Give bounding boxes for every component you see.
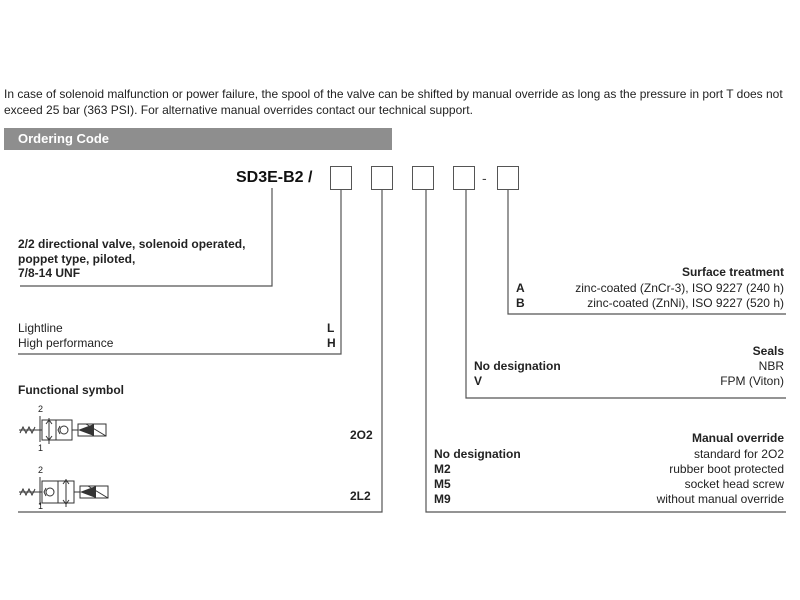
intro-paragraph: In case of solenoid malfunction or power failure, the spool of the valve can be shifted by manual override as long as the pressure in port T does not exceed 25 bar (363 PSI). For alternative manual overrides contact our technical support. bbox=[4, 87, 783, 117]
override-desc-m2: rubber boot protected bbox=[669, 462, 784, 476]
symbol-code-2o2: 2O2 bbox=[350, 428, 373, 442]
override-code-m9: M9 bbox=[434, 492, 451, 506]
symbol-code-2l2: 2L2 bbox=[350, 489, 371, 503]
seals-desc-fpm: FPM (Viton) bbox=[720, 374, 784, 388]
override-code-no-designation: No designation bbox=[434, 447, 521, 461]
version-code-l: L bbox=[327, 321, 335, 335]
version-label-high-performance: High performance bbox=[18, 336, 114, 350]
valve-symbol-2o2-icon bbox=[14, 402, 114, 454]
symbol-2l2-port-top: 2 bbox=[38, 465, 44, 475]
seals-code-no-designation: No designation bbox=[474, 359, 561, 373]
seals-desc-nbr: NBR bbox=[758, 359, 784, 373]
version-code-h: H bbox=[327, 336, 336, 350]
manual-override-title: Manual override bbox=[691, 431, 784, 445]
surface-treatment-title: Surface treatment bbox=[681, 265, 784, 279]
surface-code-a: A bbox=[516, 281, 525, 295]
section-title: Ordering Code bbox=[18, 131, 110, 146]
override-code-m2: M2 bbox=[434, 462, 451, 476]
functional-symbol-title: Functional symbol bbox=[18, 383, 125, 397]
seals-code-v: V bbox=[474, 374, 483, 388]
symbol-2o2-port-bottom: 1 bbox=[38, 443, 44, 453]
surface-code-b: B bbox=[516, 296, 525, 310]
version-label-lightline: Lightline bbox=[18, 321, 63, 335]
ordering-code-prefix: SD3E-B2 / bbox=[236, 169, 313, 186]
override-desc-m9: without manual override bbox=[656, 492, 784, 506]
description-line-3: 7/8-14 UNF bbox=[18, 266, 81, 280]
description-line-2: poppet type, piloted, bbox=[18, 252, 136, 266]
valve-symbol-2l2-icon bbox=[14, 465, 114, 517]
surface-desc-a: zinc-coated (ZnCr-3), ISO 9227 (240 h) bbox=[575, 281, 784, 295]
code-separator: - bbox=[482, 170, 487, 186]
description-line-1: 2/2 directional valve, solenoid operated, bbox=[18, 237, 246, 251]
symbol-2o2-port-top: 2 bbox=[38, 404, 44, 414]
override-code-m5: M5 bbox=[434, 477, 451, 491]
override-desc-m5: socket head screw bbox=[684, 477, 784, 491]
surface-desc-b: zinc-coated (ZnNi), ISO 9227 (520 h) bbox=[587, 296, 784, 310]
seals-title: Seals bbox=[752, 344, 784, 358]
symbol-2l2-port-bottom: 1 bbox=[38, 501, 44, 511]
override-desc-standard: standard for 2O2 bbox=[693, 447, 784, 461]
